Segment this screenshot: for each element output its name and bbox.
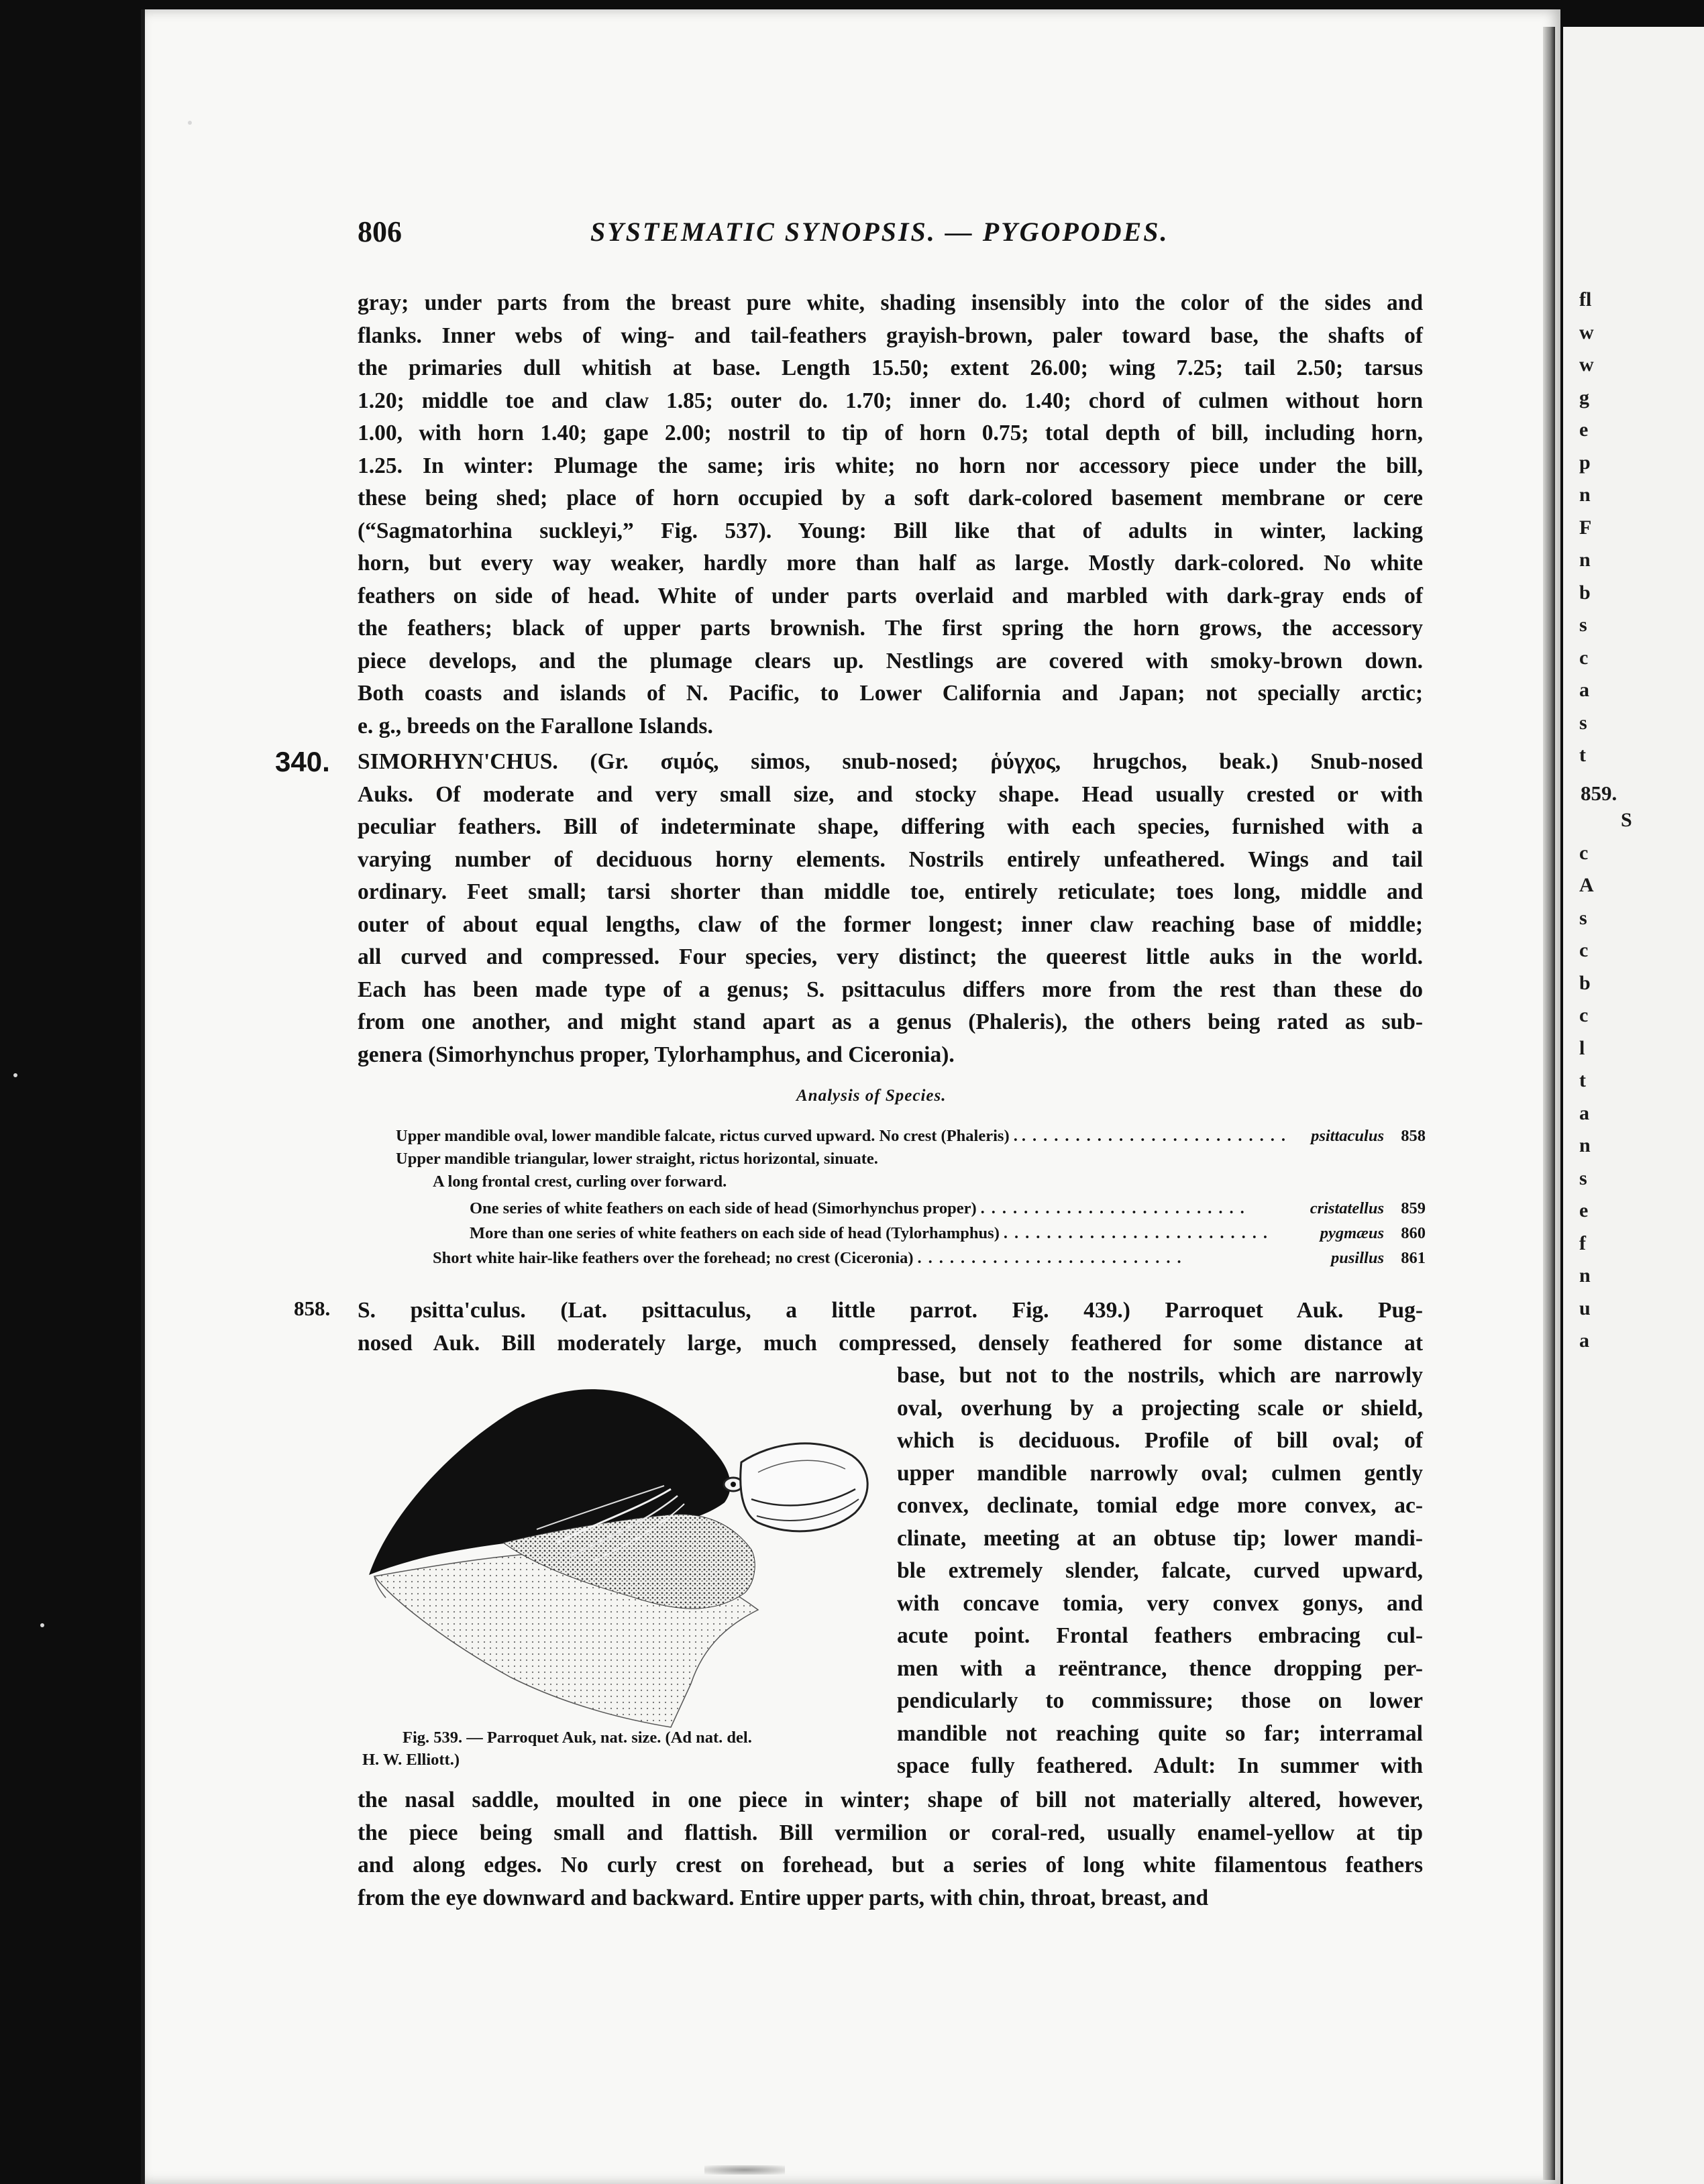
text-line: flanks. Inner webs of wing- and tail-feathers grayish-brown, paler toward base, the shafts of <box>358 323 1423 348</box>
facing-page-fragment: fl <box>1579 288 1592 311</box>
key-row-text: Short white hair-like feathers over the forehead; no crest (Ciceronia) <box>433 1249 914 1267</box>
dust-speck <box>13 1073 17 1077</box>
figure-caption-line-2: H. W. Elliott.) <box>362 1751 460 1769</box>
genus-number: 340. <box>275 746 330 777</box>
text-line: from one another, and might stand apart as a genus (Phaleris), the others being rated as sub- <box>358 1009 1423 1034</box>
facing-page-fragment: a <box>1579 1101 1589 1124</box>
facing-page-fragment: a <box>1579 1329 1589 1352</box>
dust-speck <box>40 1623 44 1627</box>
facing-page-fragment: n <box>1579 484 1591 506</box>
facing-page-fragment: F <box>1579 516 1592 539</box>
key-row-leader-dots: ......................... <box>917 1249 1188 1267</box>
text-line: peculiar feathers. Bill of indeterminate shape, differing with each species, furnished with a <box>358 814 1423 839</box>
facing-page-fragment: w <box>1579 353 1594 376</box>
text-line: ble extremely slender, falcate, curved upward, <box>897 1558 1423 1583</box>
facing-page-fragment: w <box>1579 321 1594 343</box>
facing-page-fragment: t <box>1579 744 1586 766</box>
key-row <box>470 1224 1426 1243</box>
facing-page-fragment: b <box>1579 971 1591 994</box>
parroquet-auk-illustration <box>356 1362 879 1737</box>
facing-page-fragment: c <box>1579 939 1589 961</box>
facing-page-fragment: c <box>1579 841 1589 864</box>
running-head: SYSTEMATIC SYNOPSIS. — PYGOPODES. <box>590 217 1169 247</box>
text-line: oval, overhung by a projecting scale or shield, <box>897 1395 1423 1421</box>
key-row-species: psittaculus <box>1311 1127 1384 1145</box>
text-line: e. g., breeds on the Farallone Islands. <box>358 713 713 739</box>
facing-page-fragment: e <box>1579 1199 1589 1221</box>
text-line: convex, declinate, tomial edge more convex, ac- <box>897 1493 1423 1518</box>
text-line: acute point. Frontal feathers embracing cul- <box>897 1623 1423 1648</box>
facing-page-fragment: g <box>1579 386 1589 408</box>
facing-page-fragment: c <box>1579 646 1589 669</box>
text-line: clinate, meeting at an obtuse tip; lower mandi- <box>897 1525 1423 1551</box>
key-row <box>433 1172 1426 1191</box>
key-row <box>396 1150 1426 1168</box>
text-line: the primaries dull whitish at base. Length 15.50; extent 26.00; wing 7.25; tail 2.50; tarsus <box>358 356 1423 380</box>
facing-page-fragment: l <box>1579 1036 1585 1059</box>
facing-page-fragment: p <box>1579 451 1591 474</box>
text-line: the piece being small and flattish. Bill vermilion or coral-red, usually enamel-yellow at tip <box>358 1820 1423 1845</box>
facing-page <box>1563 27 1704 2184</box>
facing-page-fragment: n <box>1579 1134 1591 1156</box>
facing-page-fragment: f <box>1579 1232 1586 1254</box>
key-row-text: One series of white feathers on each side of head (Simorhynchus proper) <box>470 1199 977 1217</box>
facing-page-fragment: c <box>1579 1004 1589 1026</box>
key-row-leader-dots: ......................... <box>1003 1224 1274 1242</box>
text-line: horn, but every way weaker, hardly more than half as large. Mostly dark-colored. No white <box>358 551 1423 576</box>
text-line: 1.25. In winter: Plumage the same; iris white; no horn nor accessory piece under the bill, <box>358 453 1423 478</box>
text-line: piece develops, and the plumage clears up. Nestlings are covered with smoky-brown down. <box>358 648 1423 673</box>
text-line: outer of about equal lengths, claw of the former longest; inner claw reaching base of middle; <box>358 912 1423 937</box>
text-line: Each has been made type of a genus; S. psittaculus differs more from the rest than these do <box>358 977 1423 1002</box>
figure-caption-line-1: Fig. 539. — Parroquet Auk, nat. size. (Ad nat. del. <box>403 1729 752 1747</box>
text-line: base, but not to the nostrils, which are narrowly <box>897 1363 1423 1388</box>
facing-page-fragment: e <box>1579 419 1589 441</box>
facing-page-fragment: s <box>1579 906 1587 929</box>
text-line: pendicularly to commissure; those on lower <box>897 1688 1423 1713</box>
key-row-number: 859 <box>1401 1199 1426 1217</box>
facing-page-fragment: A <box>1579 874 1594 896</box>
facing-page-fragment: s <box>1579 1166 1587 1189</box>
text-line: genera (Simorhynchus proper, Tylorhamphus, and Ciceronia). <box>358 1042 955 1067</box>
key-row-species: pygmæus <box>1320 1224 1384 1242</box>
text-line: S. psitta'culus. (Lat. psittaculus, a little parrot. Fig. 439.) Parroquet Auk. Pug- <box>358 1298 1423 1323</box>
text-line: nosed Auk. Bill moderately large, much compressed, densely feathered for some distance at <box>358 1330 1423 1356</box>
text-line: gray; under parts from the breast pure white, shading insensibly into the color of the sides and <box>358 290 1423 315</box>
text-line: feathers on side of head. White of under parts overlaid and marbled with dark-gray ends of <box>358 583 1423 608</box>
figure-caption <box>362 1727 899 1771</box>
facing-page-fragment: n <box>1579 549 1591 571</box>
text-line: with concave tomia, very convex gonys, and <box>897 1590 1423 1616</box>
text-line: varying number of deciduous horny elements. Nostrils entirely unfeathered. Wings and tail <box>358 847 1423 872</box>
dust-speck <box>188 121 192 125</box>
key-row-text: Upper mandible triangular, lower straight, rictus horizontal, sinuate. <box>396 1150 878 1168</box>
key-row <box>470 1199 1426 1218</box>
facing-page-fragment: S <box>1621 809 1632 831</box>
facing-page-fragment: u <box>1579 1297 1591 1319</box>
facing-page-fragment: n <box>1579 1264 1591 1287</box>
facing-page-species-number: 859. <box>1581 781 1617 805</box>
key-row-leader-dots: ......................... <box>980 1199 1251 1217</box>
text-line: men with a reëntrance, thence dropping per- <box>897 1655 1423 1681</box>
text-line: and along edges. No curly crest on forehead, but a series of long white filamentous feathers <box>358 1853 1423 1877</box>
key-row-text: Upper mandible oval, lower mandible falcate, rictus curved upward. No crest (Phaleris) . <box>396 1127 1018 1145</box>
text-line: ordinary. Feet small; tarsi shorter than middle toe, entirely reticulate; toes long, middle and <box>358 879 1423 904</box>
page-number: 806 <box>358 215 402 248</box>
key-row-species: cristatellus <box>1310 1199 1384 1217</box>
facing-page-fragment: a <box>1579 679 1589 701</box>
page-edge <box>1543 27 1555 2180</box>
species-number: 858. <box>294 1297 331 1320</box>
text-line: SIMORHYN'CHUS. (Gr. σιμός, simos, snub-nosed; ῥύγχος, hrugchos, beak.) Snub-nosed <box>358 749 1423 774</box>
text-line: the feathers; black of upper parts brownish. The first spring the horn grows, the accessory <box>358 616 1423 641</box>
text-line: 1.20; middle toe and claw 1.85; outer do. 1.70; inner do. 1.40; chord of culmen without horn <box>358 388 1423 413</box>
key-row-number: 861 <box>1401 1249 1426 1267</box>
figure-parroquet-auk-head <box>356 1362 879 1737</box>
text-line: these being shed; place of horn occupied by a soft dark-colored basement membrane or cere <box>358 486 1423 510</box>
text-line: the nasal saddle, moulted in one piece in winter; shape of bill not materially altered, however, <box>358 1788 1423 1812</box>
text-line: mandible not reaching quite so far; interramal <box>897 1721 1423 1746</box>
key-row <box>396 1127 1426 1146</box>
facing-page-fragment: b <box>1579 581 1591 604</box>
text-line: which is deciduous. Profile of bill oval; of <box>897 1428 1423 1453</box>
text-line: (“Sagmatorhina suckleyi,” Fig. 537). Young: Bill like that of adults in winter, lacking <box>358 518 1423 543</box>
key-title: Analysis of Species. <box>796 1087 947 1105</box>
text-line: from the eye downward and backward. Entire upper parts, with chin, throat, breast, and <box>358 1885 1209 1910</box>
text-line: 1.00, with horn 1.40; gape 2.00; nostril to tip of horn 0.75; total depth of bill, including horn, <box>358 421 1423 445</box>
text-line: space fully feathered. Adult: In summer with <box>897 1753 1423 1778</box>
text-line: upper mandible narrowly oval; culmen gently <box>897 1460 1423 1486</box>
facing-page-fragment: t <box>1579 1069 1586 1091</box>
facing-page-fragment: s <box>1579 614 1587 636</box>
key-row-species: pusillus <box>1331 1249 1384 1267</box>
key-row-text: A long frontal crest, curling over forward. <box>433 1172 727 1191</box>
facing-page-fragment: s <box>1579 711 1587 734</box>
key-row-number: 858 <box>1401 1127 1426 1145</box>
key-row-number: 860 <box>1401 1224 1426 1242</box>
text-line: Both coasts and islands of N. Pacific, to Lower California and Japan; not specially arctic; <box>358 681 1423 706</box>
page-smudge <box>704 2165 785 2175</box>
key-row <box>433 1249 1426 1268</box>
key-row-text: More than one series of white feathers on each side of head (Tylorhamphus) <box>470 1224 1000 1242</box>
text-line: Auks. Of moderate and very small size, and stocky shape. Head usually crested or with <box>358 781 1423 807</box>
text-line: all curved and compressed. Four species, very distinct; the queerest little auks in the world. <box>358 944 1423 969</box>
key-row-leader-dots: ......................... <box>1021 1127 1292 1145</box>
